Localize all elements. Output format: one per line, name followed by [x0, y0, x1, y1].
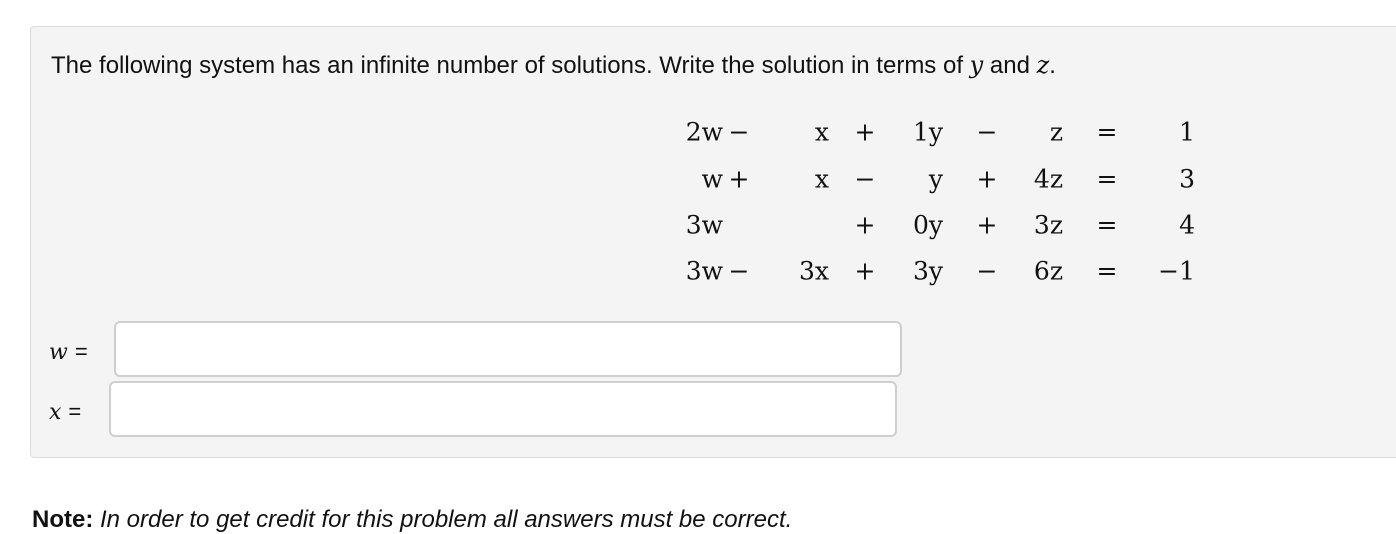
eq2-equals: = — [1096, 164, 1118, 194]
eq4-op2: + — [854, 256, 876, 286]
prompt-and: and — [983, 52, 1037, 79]
prompt-text: The following system has an infinite number of solutions. Write the solution in terms of — [51, 52, 970, 79]
eq2-op3: + — [976, 164, 998, 194]
eq3-op2: + — [854, 210, 876, 240]
eq1-y: 1y — [912, 117, 943, 147]
eq2-w: w — [701, 164, 723, 194]
eq2-y: y — [928, 164, 943, 194]
note-text: In order to get credit for this problem all answers must be correct. — [100, 506, 793, 533]
answer-label-w — [49, 339, 88, 365]
eq4-rhs: −1 — [1158, 256, 1195, 286]
prompt-var-y: y — [969, 51, 984, 79]
eq3-w: 3w — [685, 210, 723, 240]
prompt-var-z: z — [1036, 51, 1050, 79]
eq1-z: z — [1049, 117, 1063, 147]
eq4-equals: = — [1096, 256, 1118, 286]
eq3-equals: = — [1096, 210, 1118, 240]
eq1-rhs: 1 — [1179, 117, 1195, 147]
eq4-op1: − — [728, 256, 750, 286]
eq4-w: 3w — [685, 256, 723, 286]
answer-input-x[interactable] — [109, 381, 897, 437]
answer-input-w[interactable] — [114, 321, 902, 377]
eq4-z: 6z — [1033, 256, 1063, 286]
note — [32, 506, 792, 534]
eq2-x: x — [814, 164, 829, 194]
answer-var-w: w — [49, 340, 68, 365]
eq1-equals: = — [1096, 117, 1118, 147]
answer-label-x — [49, 399, 81, 425]
eq1-op3: − — [976, 117, 998, 147]
eq2-rhs: 3 — [1179, 164, 1195, 194]
eq1-op2: + — [854, 117, 876, 147]
eq3-op3: + — [976, 210, 998, 240]
eq3-y: 0y — [912, 210, 943, 240]
answer-equals-x: = — [68, 399, 82, 424]
problem-box — [30, 26, 1396, 458]
answer-equals-w: = — [74, 339, 88, 364]
eq2-z: 4z — [1033, 164, 1063, 194]
eq1-w: 2w — [685, 117, 723, 147]
eq1-op1: − — [728, 117, 750, 147]
eq1-x: x — [814, 117, 829, 147]
prompt-end: . — [1049, 52, 1056, 79]
eq3-z: 3z — [1033, 210, 1063, 240]
eq4-x: 3x — [798, 256, 829, 286]
eq4-y: 3y — [912, 256, 943, 286]
eq2-op2: − — [854, 164, 876, 194]
note-label: Note: — [32, 506, 94, 533]
eq2-op1: + — [728, 164, 750, 194]
eq3-rhs: 4 — [1179, 210, 1195, 240]
answer-var-x: x — [49, 400, 62, 425]
eq4-op3: − — [976, 256, 998, 286]
